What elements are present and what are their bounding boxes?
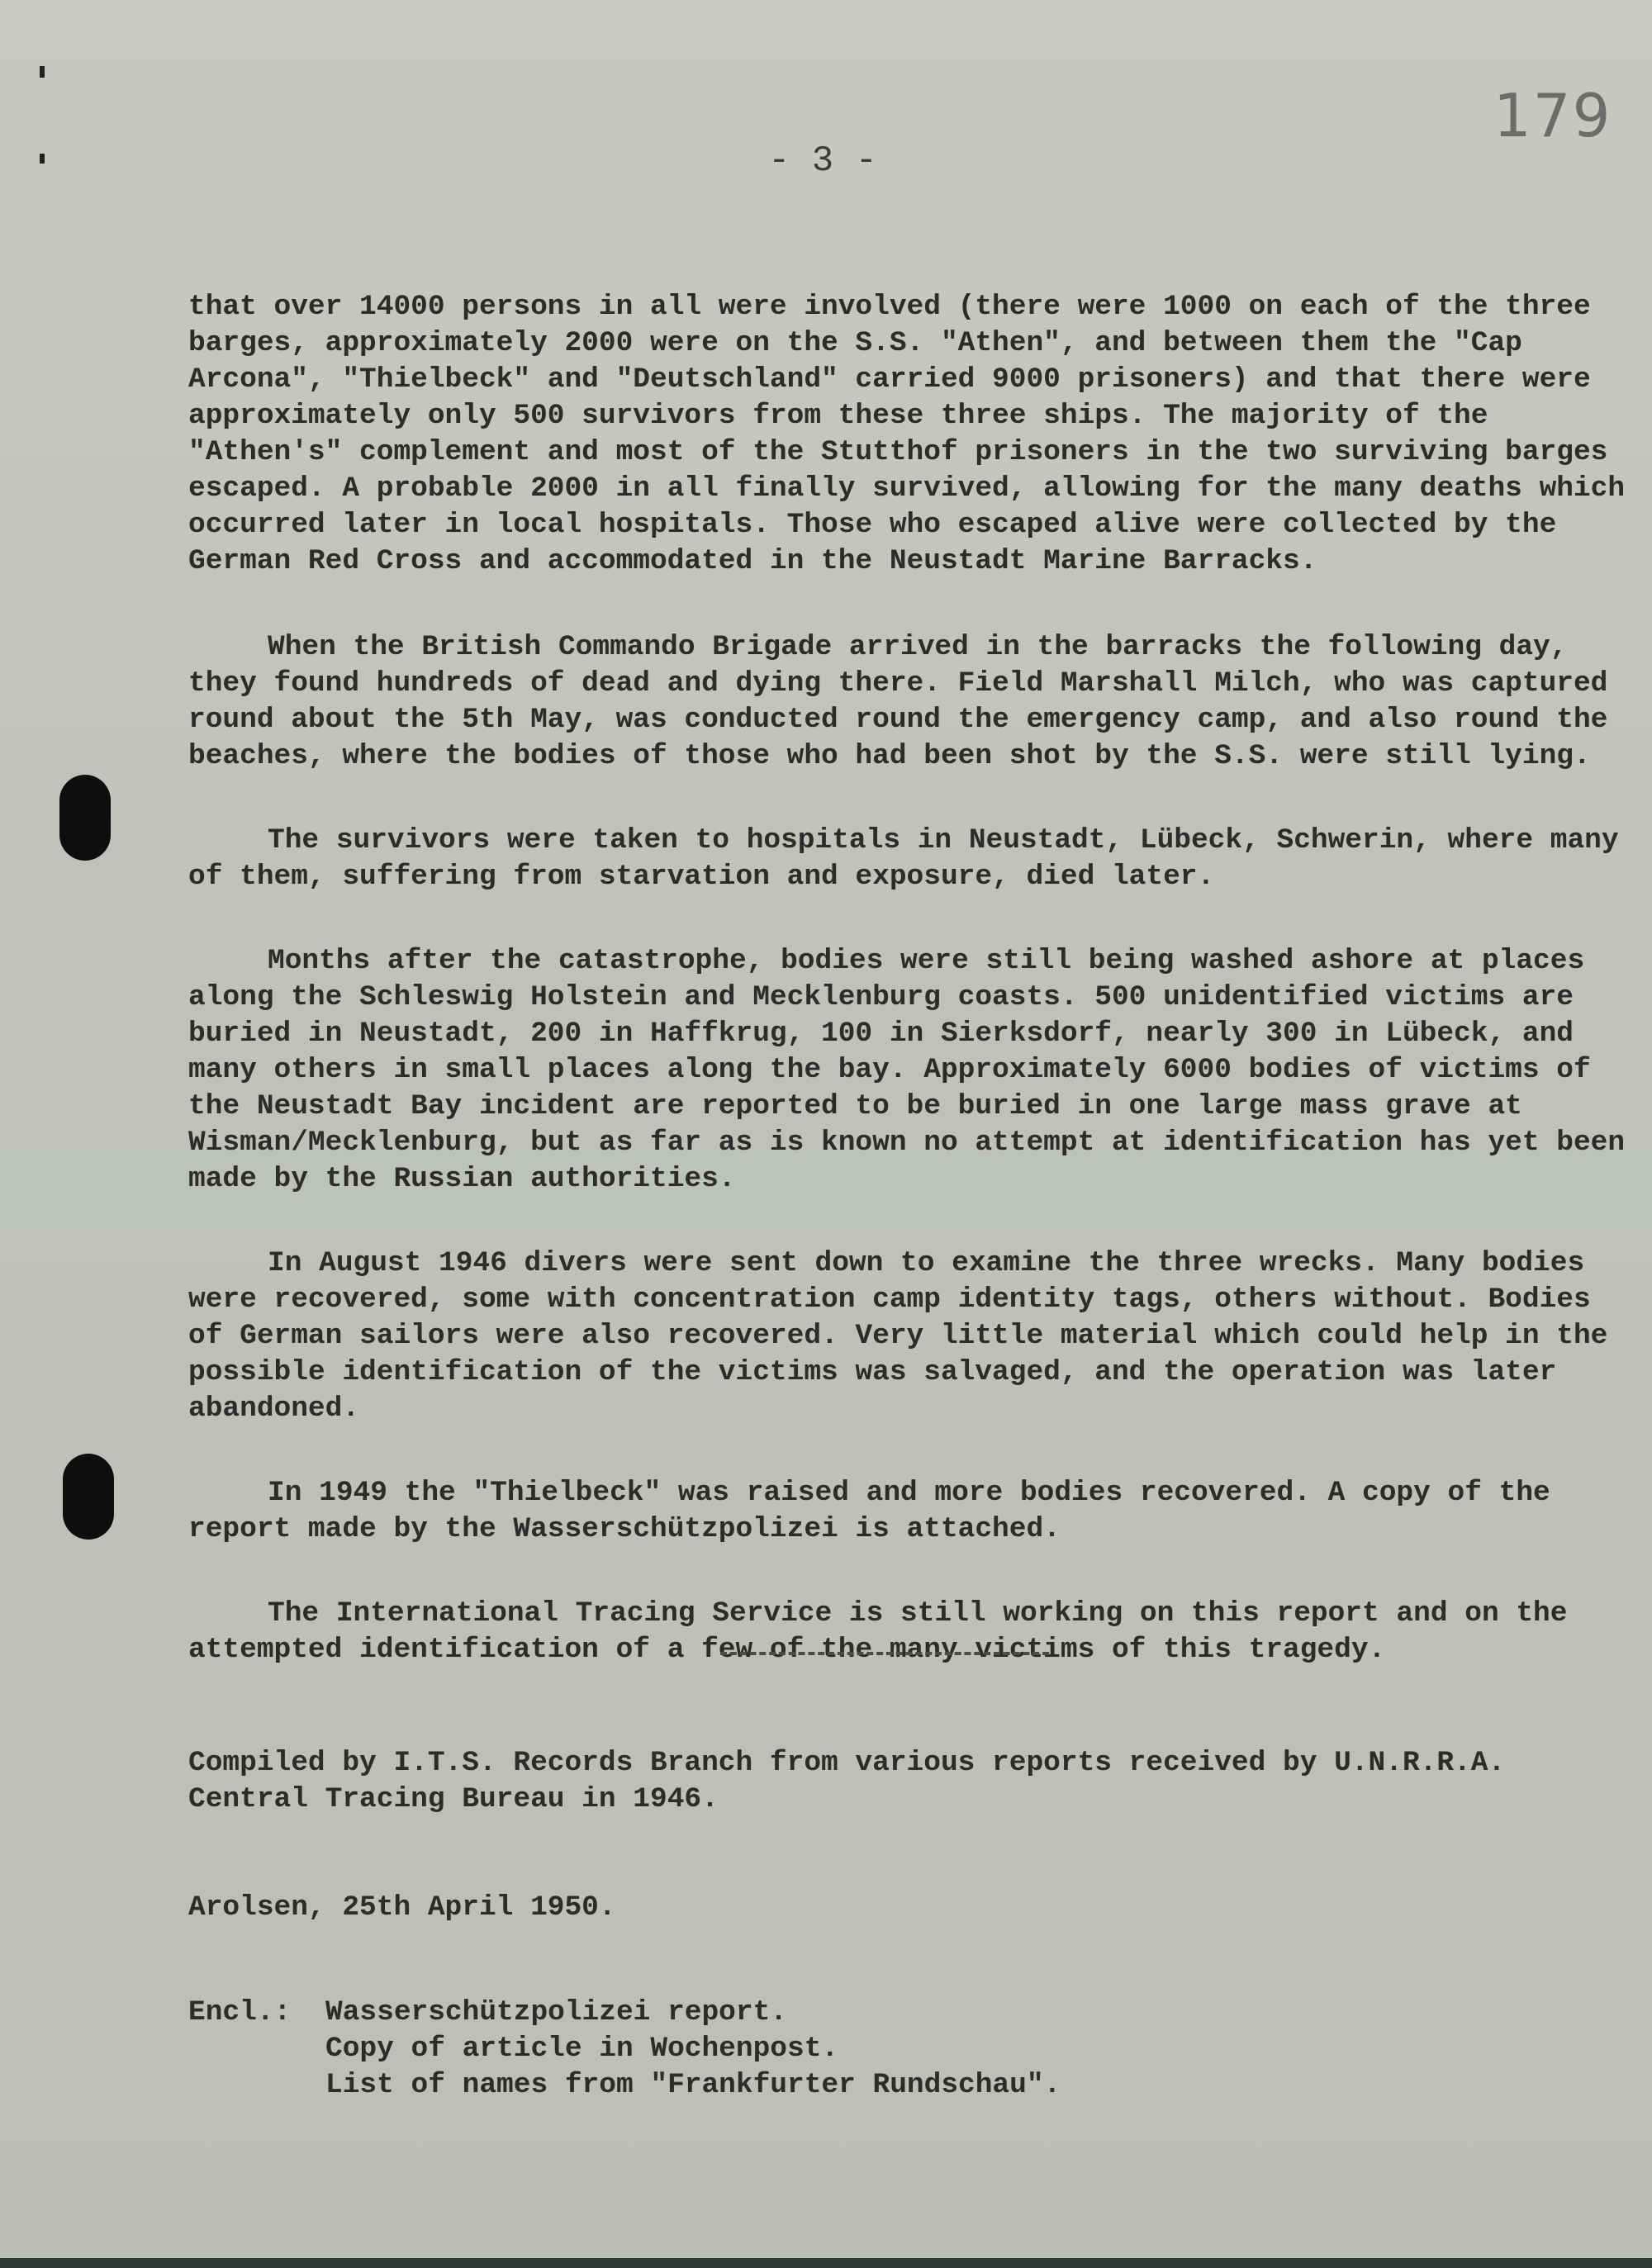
paragraph: that over 14000 persons in all were involved (there were 1000 on each of the three barges, approximately 2000 were on the S.S. "Athen", and between them the "Cap Arcona", "Thielbeck" and "Deutschland" carried 9000 prisoners) and that there were approximately only 500 survivors from these three ships. The majority of the "Athen's" complement and most of the Stutthof prisoners in the two surviving barges escaped. A probable 2000 in all finally survived, allowing for the many deaths which occurred later in local hospitals. Those who escaped alive were collected by the German Red Cross and accommodated in the Neustadt Marine Barracks. — [188, 291, 1626, 577]
paragraph: In 1949 the "Thielbeck" was raised and more bodies recovered. A copy of the report made by the Wasserschützpolizei is attached. — [188, 1477, 1550, 1545]
divider-rule — [720, 1652, 1049, 1655]
enclosure-item: Copy of article in Wochenpost. — [325, 2033, 839, 2065]
paragraph: When the British Commando Brigade arrived in the barracks the following day, they found hundreds of dead and dying there. Field Marshall Milch, who was captured round about the 5th May, was conducted round the emergency camp, and also round the beaches, where the bodies of those who had been shot by the S.S. were still lying. — [188, 631, 1608, 772]
compiled-line: Central Tracing Bureau in 1946. — [188, 1783, 719, 1815]
paragraph: In August 1946 divers were sent down to examine the three wrecks. Many bodies were recovered, some with concentration camp identity tags, others without. Bodies of German sailors were also recovered. Very little material which could help in the possible identification of the victims was salvaged, and the operation was later abandoned. — [188, 1247, 1608, 1425]
paragraph: The survivors were taken to hospitals in Neustadt, Lübeck, Schwerin, where many of them, suffering from starvation and exposure, died later. — [188, 824, 1619, 893]
place-date: Arolsen, 25th April 1950. — [188, 1891, 616, 1924]
paragraph: The International Tracing Service is still working on this report and on the attempted identification of a few of the many victims of this tragedy. — [188, 1597, 1568, 1666]
compiled-line: Compiled by I.T.S. Records Branch from various reports received by U.N.R.R.A. — [188, 1747, 1506, 1779]
punch-hole — [63, 1454, 114, 1540]
enclosures-list — [325, 1995, 1061, 2104]
body-text — [188, 289, 1626, 1716]
enclosure-item: List of names from "Frankfurter Rundschau". — [325, 2069, 1061, 2101]
compiled-note — [188, 1745, 1626, 1818]
margin-tick — [40, 66, 45, 78]
enclosures-label: Encl.: — [188, 1996, 292, 2028]
archive-number: 179 — [1493, 81, 1612, 150]
page-number: - 3 - — [768, 140, 878, 182]
enclosure-item: Wasserschützpolizei report. — [325, 1996, 787, 2028]
punch-hole — [59, 775, 111, 861]
paragraph: Months after the catastrophe, bodies were still being washed ashore at places along the Schleswig Holstein and Mecklenburg coasts. 500 unidentified victims are buried in Neustadt, 200 in Haffkrug, 100 in Sierksdorf, nearly 300 in Lübeck, and many others in small places along the bay. Approximately 6000 bodies of victims of the Neustadt Bay incident are reported to be buried in one large mass grave at Wisman/Mecklenburg, but as far as is known no attempt at identification has yet been made by the Russian authorities. — [188, 945, 1626, 1195]
scan-edge — [0, 2258, 1652, 2268]
margin-tick — [40, 154, 45, 164]
